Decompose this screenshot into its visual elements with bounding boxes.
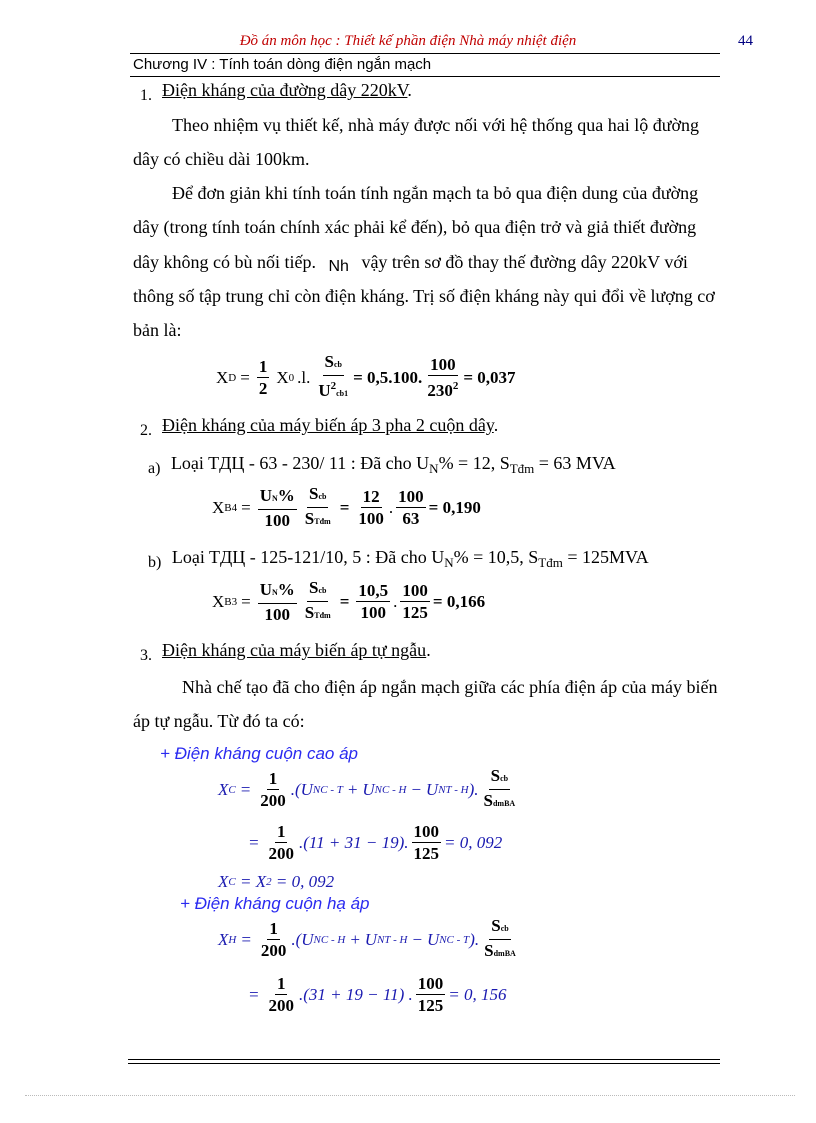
symbol: % [277, 579, 295, 599]
subscript: dmBA [493, 949, 516, 958]
denominator: 200 [268, 844, 294, 863]
subscript: Tđm [314, 517, 331, 526]
heading-text: Điện kháng của đường dây 220kV [162, 80, 408, 100]
symbol: U [426, 929, 440, 949]
formula-xc-value [244, 822, 502, 863]
item-label: a) [148, 460, 161, 477]
result: = 0,190 [428, 497, 481, 517]
symbol: X [218, 872, 229, 891]
heading-end: . [407, 80, 412, 100]
symbol: % [277, 485, 295, 505]
fraction [259, 919, 289, 960]
operator: + [346, 779, 359, 799]
operator: = [241, 497, 251, 517]
operator: ). [468, 779, 479, 799]
operator: + [349, 929, 361, 949]
symbol: X [216, 367, 229, 387]
symbol: U [259, 485, 272, 505]
item-a-line [148, 446, 616, 486]
denominator: 100 [264, 510, 290, 530]
subscript: 2 [266, 876, 272, 888]
paragraph-line [133, 245, 688, 281]
fraction-half [257, 357, 270, 398]
symbol: X [218, 779, 229, 799]
paragraph-line: dây có chiều dài 100km. [133, 149, 310, 169]
text-run: = 63 MVA [534, 453, 616, 473]
subscript: dmBA [492, 799, 516, 808]
numerator [258, 486, 297, 510]
section-3-heading [140, 640, 431, 664]
fraction [482, 766, 518, 813]
numerator [489, 766, 510, 790]
formula-xc [218, 766, 520, 813]
subscript: N [429, 461, 439, 476]
numerator [258, 580, 297, 604]
numerator: 1 [276, 974, 286, 993]
operator: ). [469, 929, 480, 949]
operator: = [248, 832, 260, 852]
symbol: S [309, 578, 319, 597]
footer-divider-top [128, 1059, 720, 1060]
fraction [258, 580, 297, 624]
subscript: cb1 [336, 389, 349, 398]
subscript: cb [500, 774, 509, 783]
result: = 0, 156 [448, 984, 507, 1004]
subscript: Tđm [509, 461, 535, 476]
result: = 0,166 [432, 591, 486, 611]
paragraph-line: Để đơn giản khi tính toán tính ngắn mạch ta bỏ qua điện dung của đường [172, 183, 699, 203]
subscript: NC - T [312, 783, 343, 796]
operator: − [410, 779, 422, 799]
formula-xh [218, 916, 521, 963]
subscript: cb [500, 924, 509, 933]
denominator [316, 376, 350, 403]
symbol: S [491, 916, 501, 935]
numerator: 100 [402, 581, 428, 600]
fraction [303, 484, 333, 531]
heading-text: Điện kháng của máy biến áp 3 pha 2 cuộn dây [162, 415, 494, 435]
subscript: B3 [224, 595, 238, 608]
fraction-s-over-u [316, 352, 350, 403]
numerator: 100 [413, 822, 439, 841]
formula-xc-equals-x2 [218, 872, 334, 892]
numerator [307, 578, 328, 602]
section-number: 3. [140, 647, 152, 664]
symbol: X [212, 497, 225, 517]
expression: = X [235, 872, 267, 891]
numerator [323, 352, 344, 376]
heading-end: . [493, 415, 499, 435]
fraction [416, 974, 446, 1015]
footer-divider-bottom [128, 1063, 720, 1064]
formula-xd [216, 352, 516, 403]
denominator: 100 [358, 509, 384, 528]
subscript: 0 [288, 371, 295, 384]
text-run: % = 10,5, S [453, 547, 539, 567]
text-run: Loại TДЦ - 125-121/10, 5 : Đã cho U [171, 547, 445, 567]
denominator: 200 [268, 996, 294, 1015]
subscript: Tđm [538, 555, 563, 570]
section-number: 2. [140, 422, 152, 439]
low-voltage-subtitle: + Điện kháng cuộn hạ áp [180, 894, 370, 913]
high-voltage-subtitle: + Điện kháng cuộn cao áp [160, 744, 359, 763]
denominator: 63 [402, 509, 420, 528]
denominator [482, 790, 518, 813]
paragraph-line: Nhà chế tạo đã cho điện áp ngắn mạch giữa các phía điện áp của máy biến [182, 677, 718, 697]
subscript: NC - T [439, 933, 470, 946]
formula-xb3: X B3 = $\frac{UN\%}{100}$ $\frac{\text{Scb}}{\text{STđm}}$ = $\frac{10,5}{100}$ . $\frac{100}{125}$ = 0,166 [212, 578, 486, 624]
subscript: cb [333, 360, 342, 369]
result: = 0, 092 [271, 872, 335, 891]
subscript: N [272, 493, 278, 503]
denominator [303, 602, 333, 625]
numerator: 100 [398, 487, 424, 506]
fraction [396, 487, 426, 528]
denominator [303, 508, 333, 531]
result: = 0, 092 [444, 832, 503, 852]
fraction [303, 578, 333, 625]
value: 230 [427, 381, 453, 400]
subscript: cb [318, 492, 327, 501]
document-title: Đồ án môn học : Thiết kế phần điện Nhà máy nhiệt điện [239, 33, 577, 49]
page-edge-dotted-line [25, 1095, 795, 1096]
fraction [400, 581, 430, 622]
numerator: 1 [269, 919, 278, 938]
subscript: C [228, 783, 236, 796]
subscript: D [228, 371, 237, 384]
symbol: S [304, 509, 315, 528]
numerator: 10,5 [358, 581, 389, 600]
numerator: 100 [417, 974, 444, 993]
denominator: 200 [260, 791, 286, 810]
numerator [307, 484, 328, 508]
fraction-100-over-230 [425, 355, 460, 400]
chapter-title: Chương IV : Tính toán dòng điện ngắn mạch [133, 56, 432, 73]
paragraph-line: Theo nhiệm vụ thiết kế, nhà máy được nối với hệ thống qua hai lộ đường [172, 115, 699, 135]
symbol: X [218, 929, 229, 949]
expression: .(11 + 31 − 19). [298, 832, 409, 852]
symbol: S [324, 352, 334, 371]
symbol: S [484, 941, 494, 960]
symbol: S [483, 791, 493, 810]
paragraph-line: dây (trong tính toán chính xác phải kể đến), bỏ qua điện trở và giả thiết đường [133, 217, 697, 237]
operator: = [240, 367, 250, 387]
header-divider [130, 53, 720, 54]
denominator: 100 [264, 604, 290, 624]
heading-text: Điện kháng của máy biến áp tự ngẫu [162, 640, 427, 660]
text-run: = 125MVA [562, 547, 649, 567]
operator: − [411, 929, 423, 949]
formula-xb4: X B4 = $\frac{UN\%}{100}$ $\frac{\text{Scb}}{\text{STđm}}$ = $\frac{12}{100}$ . $\frac{100}{63}$ = 0,190 [212, 484, 481, 530]
numerator: 100 [430, 355, 456, 374]
symbol: S [490, 766, 501, 785]
subscript: Tđm [314, 611, 331, 620]
text-run: dây không có bù nối tiếp. [133, 252, 316, 272]
expression: .(31 + 19 − 11) . [298, 984, 413, 1004]
numerator: 1 [268, 769, 278, 788]
numerator [489, 916, 510, 940]
operator: = [241, 591, 251, 611]
subscript: cb [318, 586, 327, 595]
denominator [482, 940, 518, 963]
superscript: 2 [330, 380, 337, 392]
subscript: NT - H [377, 933, 408, 946]
paragraph-line: thông số tập trung chỉ còn điện kháng. Trị số điện kháng này qui đổi về lượng cơ [133, 286, 715, 306]
symbol: S [309, 484, 319, 503]
operator: .( [290, 779, 301, 799]
fraction [356, 581, 390, 622]
text-fragment: Nh [328, 258, 349, 275]
symbol: S [304, 603, 315, 622]
symbol: X [212, 591, 225, 611]
fraction [266, 974, 296, 1015]
section-2-heading [140, 415, 499, 439]
numerator: 1 [276, 822, 286, 841]
subscript: H [228, 933, 237, 946]
paragraph-line: áp tự ngẫu. Từ đó ta có: [133, 711, 305, 731]
numerator: 1 [258, 357, 268, 376]
subscript: NC - H [374, 783, 407, 796]
section-1-heading [140, 80, 412, 104]
subscript: C [228, 876, 236, 888]
operator: .l. [297, 367, 311, 387]
expression: = 0,5.100. [353, 367, 423, 387]
denominator: 200 [260, 941, 287, 960]
symbol: U [425, 779, 439, 799]
symbol: U [362, 779, 375, 799]
symbol: U [318, 381, 331, 400]
heading-end: . [426, 640, 431, 660]
formula-xh-value [244, 974, 506, 1015]
fraction [258, 486, 297, 530]
paragraph-line: bản là: [133, 320, 182, 340]
subscript: B4 [224, 501, 238, 514]
symbol: U [300, 779, 313, 799]
symbol: U [259, 579, 272, 599]
numerator: 12 [362, 487, 380, 506]
text-run: vậy trên sơ đồ thay thế đường dây 220kV với [361, 252, 688, 272]
operator: = [239, 779, 252, 799]
denominator [425, 376, 460, 400]
page-number: 44 [738, 33, 753, 49]
symbol: U [364, 929, 378, 949]
subscript: NC - H [313, 933, 346, 946]
denominator: 100 [360, 603, 387, 622]
item-label: b) [148, 554, 162, 571]
symbol: X [276, 367, 289, 387]
operator: = [248, 984, 260, 1004]
fraction [266, 822, 296, 863]
operator: .( [291, 929, 302, 949]
operator: = [240, 929, 252, 949]
section-number: 1. [140, 87, 152, 104]
symbol: U [301, 929, 314, 949]
denominator: 125 [413, 844, 439, 863]
fraction [482, 916, 518, 963]
denominator: 2 [258, 379, 268, 398]
denominator: 125 [417, 996, 444, 1015]
chapter-divider [130, 76, 720, 77]
subscript: NT - H [438, 783, 469, 796]
superscript: 2 [452, 380, 459, 392]
fraction [412, 822, 442, 863]
fraction [258, 769, 288, 810]
item-b-line [148, 540, 649, 580]
subscript: N [272, 587, 278, 597]
text-run: % = 12, S [438, 453, 510, 473]
fraction [356, 487, 386, 528]
text-run: Loại TДЦ - 63 - 230/ 11 : Đã cho U [170, 453, 430, 473]
result: = 0,037 [463, 367, 516, 387]
subscript: N [444, 555, 454, 570]
denominator: 125 [402, 603, 428, 622]
